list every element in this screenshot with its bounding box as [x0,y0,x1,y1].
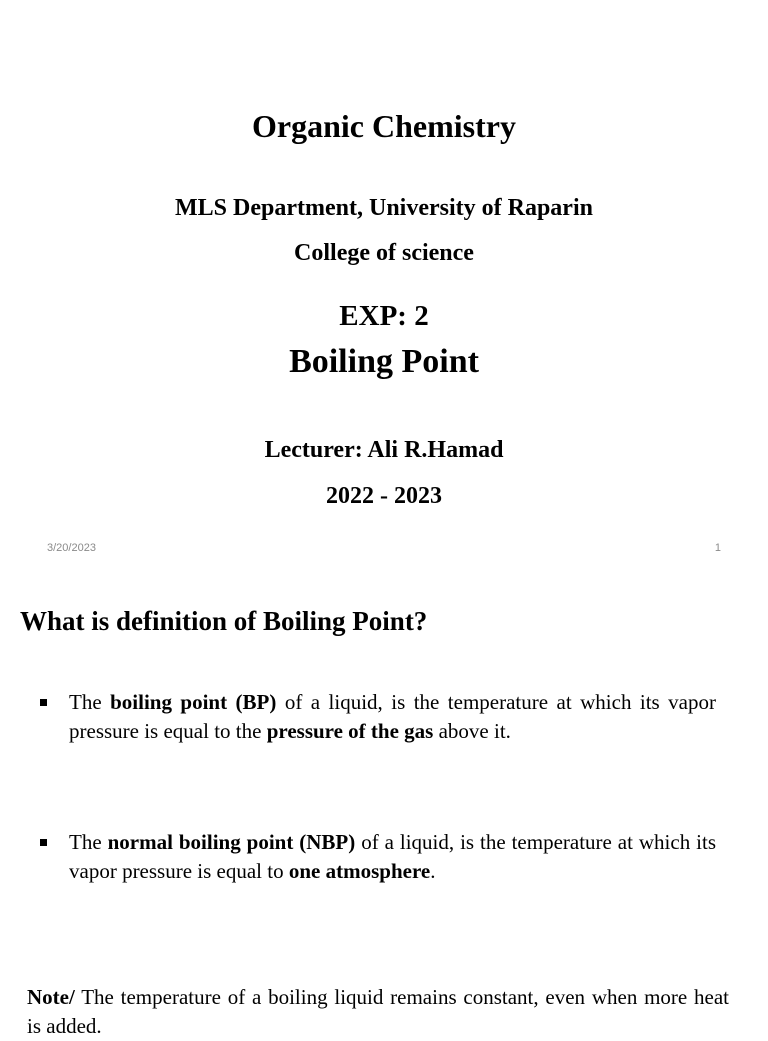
bullet-normal-boiling-point [40,828,716,886]
bold-term: one atmosphere [288,859,431,883]
department-line: MLS Department, University of Raparin [175,195,593,221]
square-bullet-icon [40,699,47,706]
bullet-text: The boiling point (BP) of a liquid, is the temperature at which its vapor pressure is equal to the pressure of the gas above it. [69,690,716,743]
lecturer-line: Lecturer: Ali R.Hamad [264,437,504,463]
experiment-number: EXP: 2 [339,300,429,332]
experiment-topic: Boiling Point [289,343,479,380]
note-label: Note/ [27,985,75,1009]
bullet-boiling-point [40,688,716,746]
bold-term: pressure of the gas [266,719,434,743]
bullet-text: The normal boiling point (NBP) of a liquid, is the temperature at which its vapor pressure is equal to one atmosphere. [69,830,716,883]
note-text: The temperature of a boiling liquid remains constant, even when more heat is added. [27,985,729,1038]
slide-date: 3/20/2023 [47,542,96,554]
page-number: 1 [714,542,721,554]
bold-term: boiling point (BP) [110,690,277,714]
bold-term: normal boiling point (NBP) [107,830,356,854]
college-line: College of science [294,240,474,266]
academic-year: 2022 - 2023 [326,483,442,509]
square-bullet-icon [40,839,47,846]
document-title: Organic Chemistry [252,108,516,144]
note-paragraph [27,983,729,1041]
section-heading: What is definition of Boiling Point? [20,606,428,636]
